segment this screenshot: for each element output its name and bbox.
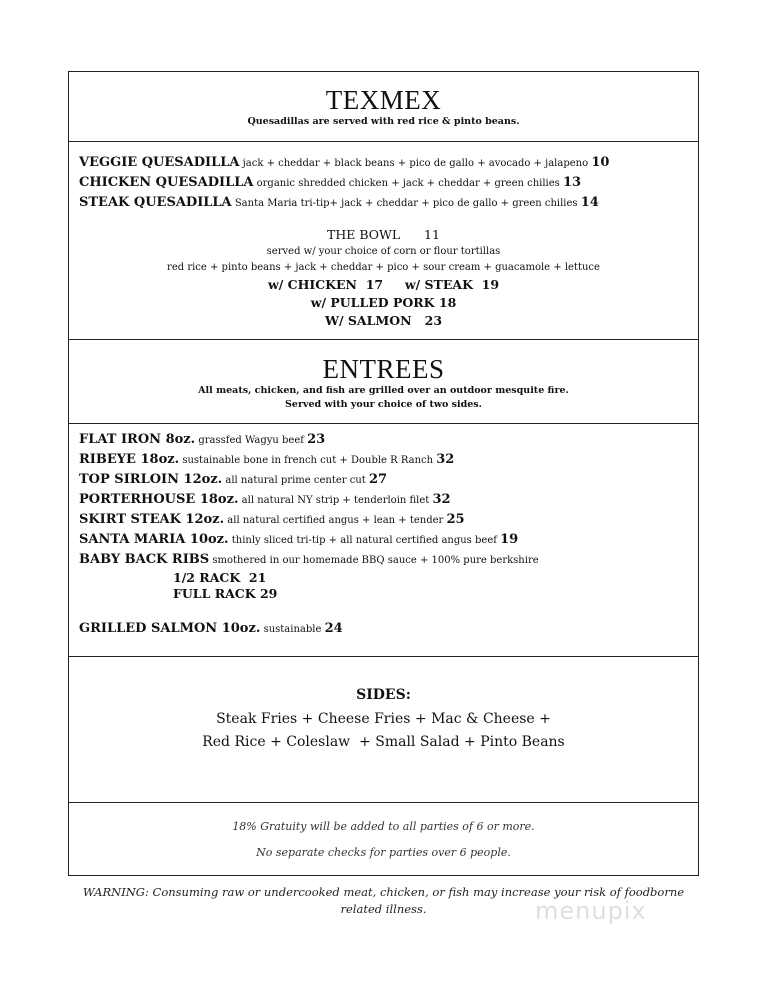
bowl-block xyxy=(69,226,698,330)
texmex-items xyxy=(69,141,698,339)
item-name: FLAT IRON 8oz. xyxy=(79,432,196,447)
item-price: 23 xyxy=(307,432,326,447)
item-name: SANTA MARIA 10oz. xyxy=(79,532,229,547)
item-name: VEGGIE QUESADILLA xyxy=(79,155,240,170)
item-price: 32 xyxy=(436,452,455,467)
item-desc: sustainable xyxy=(260,624,325,635)
policy-section xyxy=(69,802,698,875)
item-name: CHICKEN QUESADILLA xyxy=(79,175,254,190)
texmex-note: Quesadillas are served with red rice & pinto beans. xyxy=(247,116,520,127)
menu-item xyxy=(69,153,698,173)
menu-item xyxy=(69,430,698,450)
menu-item xyxy=(69,619,698,639)
entrees-note-2: Served with your choice of two sides. xyxy=(285,399,482,410)
item-price: 24 xyxy=(324,621,343,636)
item-desc: sustainable bone in french cut + Double R Ranch xyxy=(179,455,437,466)
item-name: RIBEYE 18oz. xyxy=(79,452,180,467)
item-price: 19 xyxy=(500,532,519,547)
item-price: 10 xyxy=(591,155,610,170)
ribs-half-rack: 1/2 RACK 21 xyxy=(173,570,267,585)
warning-line-1: WARNING: Consuming raw or undercooked meat, chicken, or fish may increase your risk of foodborne xyxy=(82,885,685,899)
texmex-title: TEXMEX xyxy=(325,85,442,115)
menu-item xyxy=(69,173,698,193)
item-price: 13 xyxy=(562,175,582,190)
gratuity-note: 18% Gratuity will be added to all parties of 6 or more. xyxy=(232,820,535,833)
item-desc: jack + cheddar + black beans + pico de gallo + avocado + jalapeno xyxy=(239,158,592,169)
menu-item xyxy=(69,193,698,213)
item-desc: smothered in our homemade BBQ sauce + 100% pure berkshire xyxy=(209,555,539,566)
warning-line-2: related illness. xyxy=(340,902,427,916)
item-name: BABY BACK RIBS xyxy=(79,552,210,567)
entrees-header xyxy=(69,339,698,423)
item-price: 27 xyxy=(368,472,388,487)
item-desc: all natural prime center cut xyxy=(222,475,369,486)
entrees-items xyxy=(69,423,698,656)
item-name: STEAK QUESADILLA xyxy=(79,195,232,210)
item-desc: grassfed Wagyu beef xyxy=(195,435,308,446)
bowl-add-chicken-steak: w/ CHICKEN 17 w/ STEAK 19 xyxy=(267,277,500,292)
bowl-tortillas: served w/ your choice of corn or flour tortillas xyxy=(266,246,501,257)
item-desc: thinly sliced tri-tip + all natural certified angus beef xyxy=(228,535,501,546)
item-desc: Santa Maria tri-tip+ jack + cheddar + pico de gallo + green chilies xyxy=(231,198,581,209)
entrees-note-1: All meats, chicken, and fish are grilled over an outdoor mesquite fire. xyxy=(198,385,569,396)
separate-checks-note: No separate checks for parties over 6 people. xyxy=(256,846,511,859)
item-price: 14 xyxy=(580,195,599,210)
menu-item xyxy=(69,490,698,510)
item-name: GRILLED SALMON 10oz. xyxy=(79,621,261,636)
bowl-title: THE BOWL 11 xyxy=(327,227,440,242)
texmex-header xyxy=(69,72,698,141)
menu-item xyxy=(69,470,698,490)
bowl-ingredients: red rice + pinto beans + jack + cheddar + pico + sour cream + guacamole + lettuce xyxy=(167,262,600,273)
item-desc: organic shredded chicken + jack + cheddar + green chilies xyxy=(253,178,563,189)
sides-line-2: Red Rice + Coleslaw + Small Salad + Pinto Beans xyxy=(202,734,565,750)
sides-line-1: Steak Fries + Cheese Fries + Mac & Cheese + xyxy=(216,711,551,727)
item-name: SKIRT STEAK 12oz. xyxy=(79,512,225,527)
item-price: 25 xyxy=(446,512,465,527)
entrees-title: ENTREES xyxy=(322,354,445,384)
sides-title: SIDES: xyxy=(356,687,411,703)
sides-section xyxy=(69,656,698,802)
menu-item xyxy=(69,510,698,530)
bowl-add-pork: w/ PULLED PORK 18 xyxy=(310,295,457,310)
bowl-add-salmon: W/ SALMON 23 xyxy=(324,313,443,328)
menu-item xyxy=(69,550,698,570)
item-price: 32 xyxy=(432,492,451,507)
menu-item xyxy=(69,450,698,470)
item-name: PORTERHOUSE 18oz. xyxy=(79,492,239,507)
item-desc: all natural NY strip + tenderloin filet xyxy=(238,495,433,506)
menu-frame xyxy=(68,71,699,876)
ribs-full-rack: FULL RACK 29 xyxy=(173,586,278,601)
menu-item xyxy=(69,530,698,550)
item-name: TOP SIRLOIN 12oz. xyxy=(79,472,223,487)
watermark: menupix xyxy=(535,897,647,925)
item-desc: all natural certified angus + lean + tender xyxy=(224,515,447,526)
